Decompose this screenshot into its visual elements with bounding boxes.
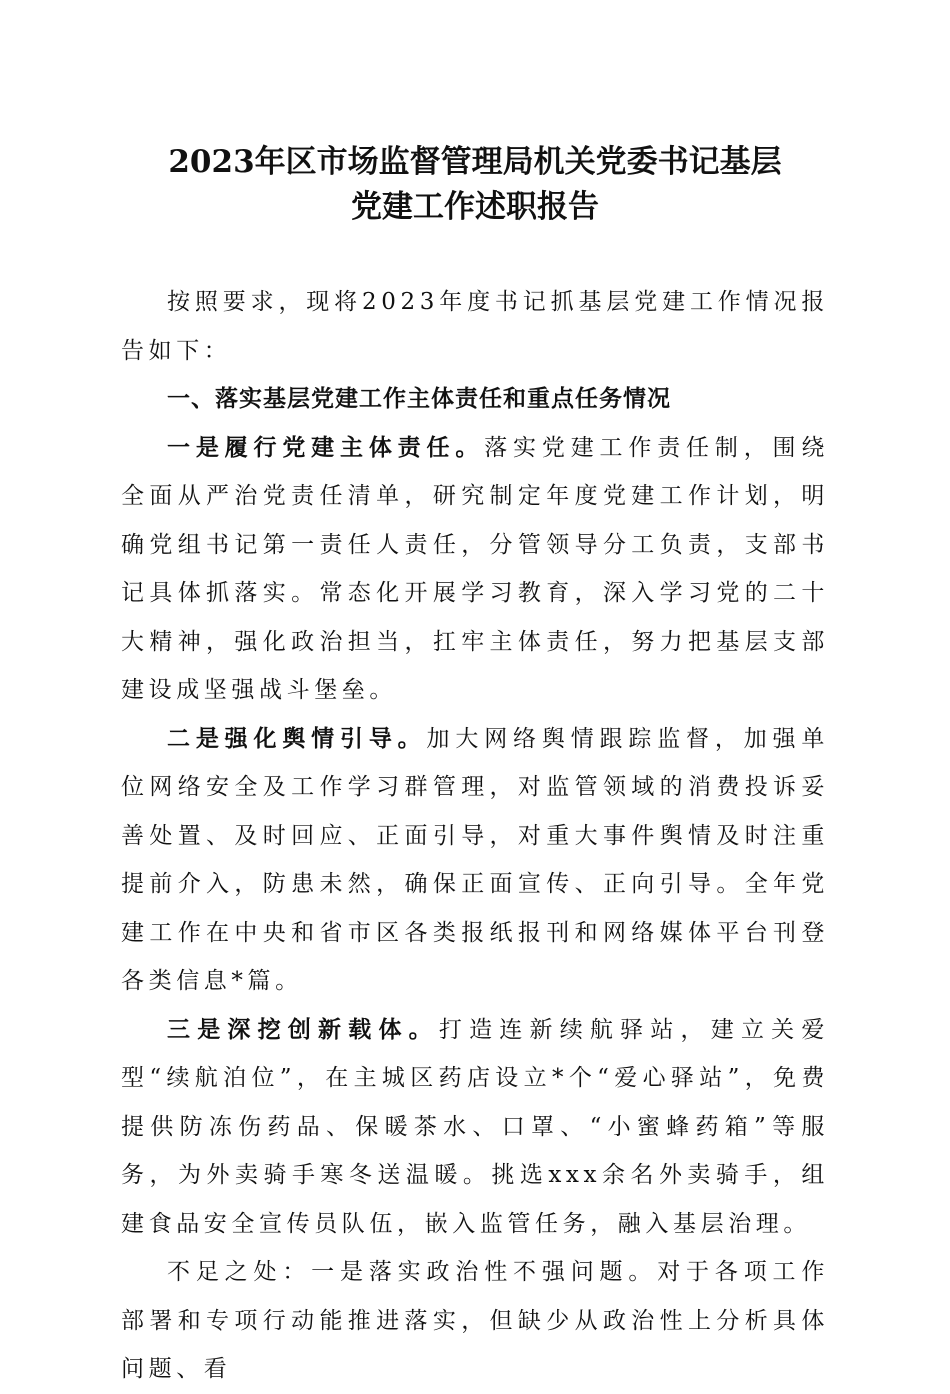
paragraph-1-text: 落实党建工作责任制，围绕全面从严治党责任清单，研究制定年度党建工作计划，明确党组书记第一责任人责任，分管领导分工负责，支部书记具体抓落实。常态化开展学习教育，深入学习党的二十大精神，强化政治担当，扛牢主体责任，努力把基层支部建设成坚强战斗堡垒。: [121, 434, 829, 703]
document-title-line-2: 党建工作述职报告: [351, 189, 599, 225]
paragraph-4: 不足之处：一是落实政治性不强问题。对于各项工作部署和专项行动能推进落实，但缺少从政治性上分析具体问题、看: [121, 1259, 829, 1382]
document-title-line-1: 2023年区市场监督管理局机关党委书记基层: [168, 144, 782, 180]
paragraph-3-lead: 三是深挖创新载体。: [167, 1015, 439, 1043]
paragraph-3: [121, 1006, 829, 1249]
paragraph-1-lead: 一是履行党建主体责任。: [167, 433, 485, 461]
intro-paragraph: 按照要求，现将2023年度书记抓基层党建工作情况报告如下：: [121, 289, 829, 364]
document-body: [121, 278, 829, 1394]
paragraph-2-lead: 二是强化舆情引导。: [167, 724, 427, 752]
paragraph-3-text: 打造连新续航驿站，建立关爱型“续航泊位”，在主城区药店设立*个“爱心驿站”，免费提供防冻伤药品、保暖茶水、口罩、“小蜜蜂药箱”等服务，为外卖骑手寒冬送温暖。挑选xxx余名外卖骑手，组建食品安全宣传员队伍，嵌入监管任务，融入基层治理。: [121, 1016, 829, 1237]
paragraph-1: [121, 424, 829, 715]
paragraph-2-text: 加大网络舆情跟踪监督，加强单位网络安全及工作学习群管理，对监管领域的消费投诉妥善处置、及时回应、正面引导，对重大事件舆情及时注重提前介入，防患未然，确保正面宣传、正向引导。全年党建工作在中央和省市区各类报纸报刊和网络媒体平台刊登各类信息*篇。: [121, 725, 829, 994]
paragraph-2: [121, 715, 829, 1006]
section-1-heading: 一、落实基层党建工作主体责任和重点任务情况: [167, 386, 671, 412]
